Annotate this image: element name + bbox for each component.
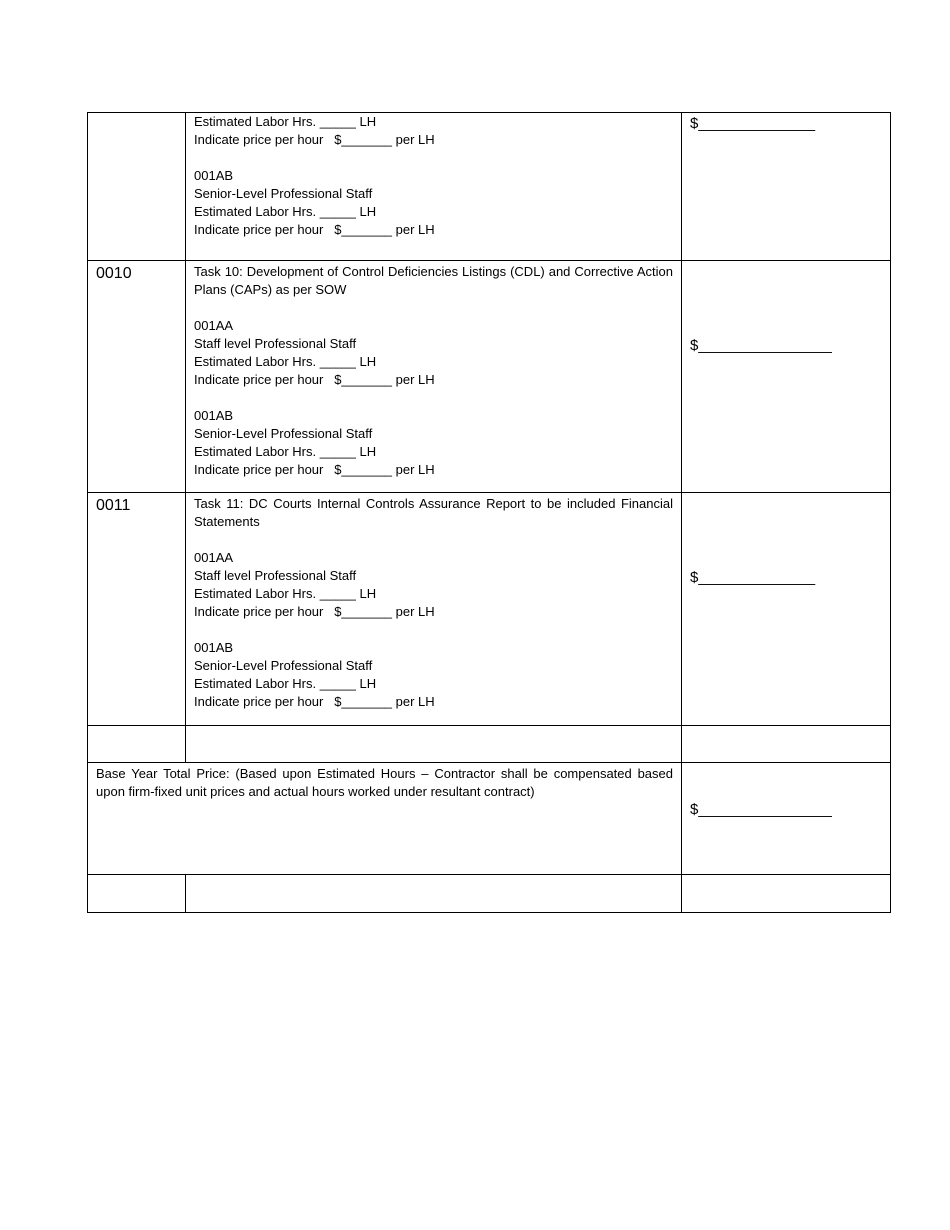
table-row (88, 113, 891, 261)
subclin-code: 001AB (194, 640, 234, 655)
price-cell (682, 763, 891, 875)
total-row (88, 763, 891, 875)
total-label-cell (88, 763, 682, 875)
price-per-hour-line: Indicate price per hour $_______ per LH (194, 694, 435, 709)
price-blank: $______________ (690, 569, 816, 586)
table-row (88, 493, 891, 726)
empty-cell (682, 875, 891, 913)
description-cell (186, 113, 682, 261)
empty-cell (186, 875, 682, 913)
table-row (88, 261, 891, 493)
clin-cell (88, 261, 186, 493)
price-per-hour-line: Indicate price per hour $_______ per LH (194, 372, 435, 387)
subclin-code: 001AA (194, 318, 234, 333)
price-per-hour-line: Indicate price per hour $_______ per LH (194, 132, 435, 147)
price-blank: $________________ (690, 337, 832, 354)
task-heading: Task 10: Development of Control Deficiencies Listings (CDL) and Corrective Action Plans (CAPs) as per SOW (194, 264, 673, 297)
estimated-hours-line: Estimated Labor Hrs. _____ LH (194, 204, 377, 219)
price-per-hour-line: Indicate price per hour $_______ per LH (194, 462, 435, 477)
empty-cell (682, 726, 891, 763)
staff-level: Senior-Level Professional Staff (194, 658, 373, 673)
estimated-hours-line: Estimated Labor Hrs. _____ LH (194, 676, 377, 691)
price-blank: $______________ (690, 115, 816, 132)
price-per-hour-line: Indicate price per hour $_______ per LH (194, 222, 435, 237)
staff-level: Staff level Professional Staff (194, 336, 357, 351)
price-per-hour-line: Indicate price per hour $_______ per LH (194, 604, 435, 619)
empty-cell (186, 726, 682, 763)
staff-level: Senior-Level Professional Staff (194, 186, 373, 201)
description-cell (186, 493, 682, 726)
clin-number: 0010 (96, 265, 132, 282)
description-cell (186, 261, 682, 493)
empty-row (88, 726, 891, 763)
estimated-hours-line: Estimated Labor Hrs. _____ LH (194, 586, 377, 601)
staff-level: Senior-Level Professional Staff (194, 426, 373, 441)
task-heading: Task 11: DC Courts Internal Controls Assurance Report to be included Financial Statements (194, 496, 673, 529)
subclin-code: 001AB (194, 408, 234, 423)
estimated-hours-line: Estimated Labor Hrs. _____ LH (194, 114, 377, 129)
staff-level: Staff level Professional Staff (194, 568, 357, 583)
estimated-hours-line: Estimated Labor Hrs. _____ LH (194, 354, 377, 369)
subclin-code: 001AA (194, 550, 234, 565)
clin-number: 0011 (96, 497, 131, 514)
price-schedule-table (87, 112, 891, 913)
empty-cell (88, 875, 186, 913)
clin-cell (88, 113, 186, 261)
price-cell (682, 493, 891, 726)
price-cell (682, 113, 891, 261)
empty-cell (88, 726, 186, 763)
estimated-hours-line: Estimated Labor Hrs. _____ LH (194, 444, 377, 459)
clin-cell (88, 493, 186, 726)
price-cell (682, 261, 891, 493)
base-year-total-label: Base Year Total Price: (Based upon Estimated Hours – Contractor shall be compensated based upon firm-fixed unit prices and actual hours worked under resultant contract) (96, 766, 673, 799)
total-price-blank: $________________ (690, 801, 832, 818)
empty-row (88, 875, 891, 913)
subclin-code: 001AB (194, 168, 234, 183)
